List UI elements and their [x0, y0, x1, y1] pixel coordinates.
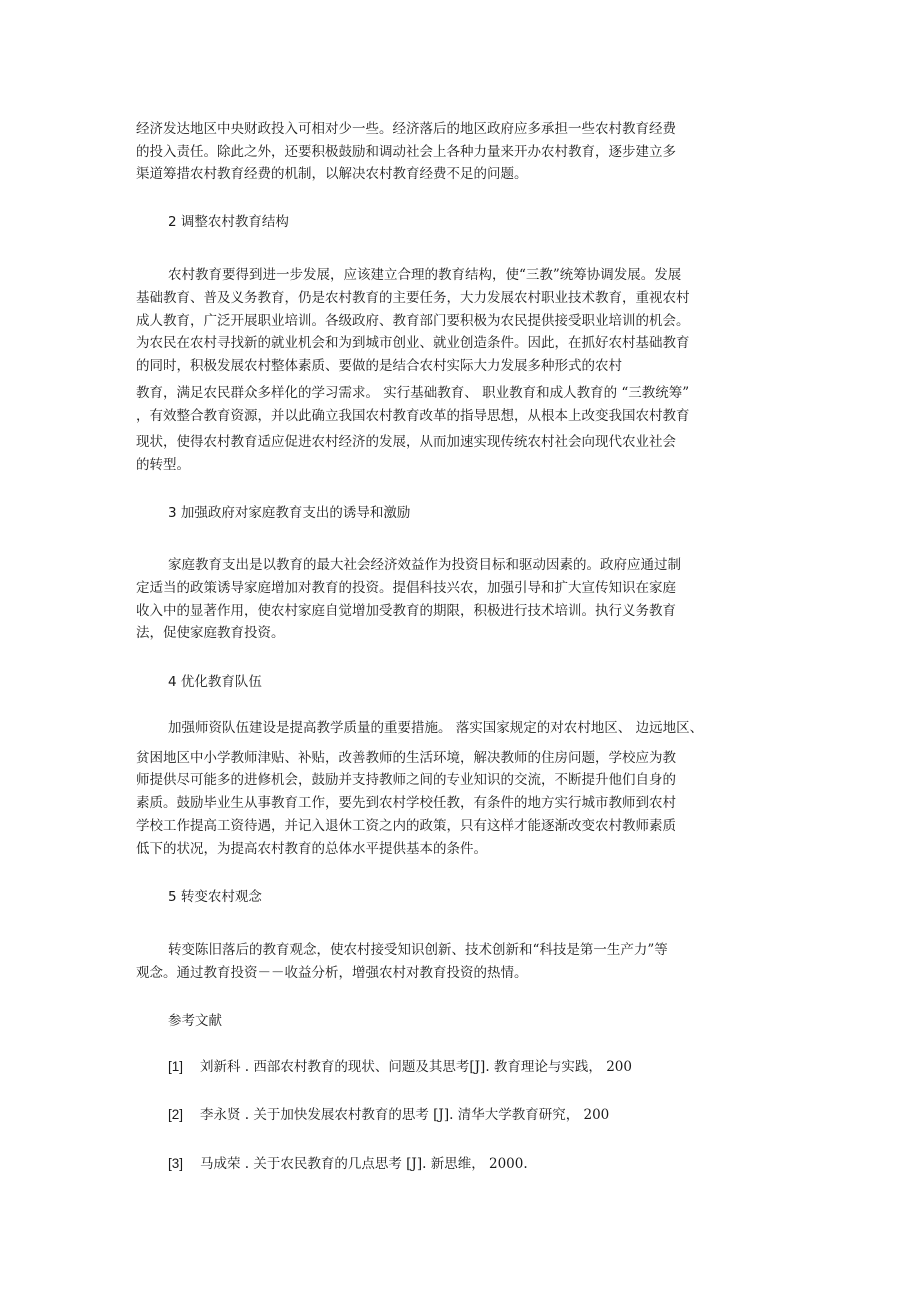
paragraph-line: 加强师资队伍建设是提高教学质量的重要措施。 落实国家规定的对农村地区、 边远地区、 — [168, 720, 704, 736]
paragraph-line: 经济发达地区中央财政投入可相对少一些。经济落后的地区政府应多承担一些农村教育经费 — [136, 121, 676, 137]
paragraph-line: 定适当的政策诱导家庭增加对教育的投资。提倡科技兴农，加强引导和扩大宣传知识在家庭 — [136, 580, 676, 596]
paragraph-line: 教育，满足农民群众多样化的学习需求。 实行基础教育、 职业教育和成人教育的 “三教统筹” — [136, 385, 690, 401]
reference-text: 李永贤 . 关于加快发展农村教育的思考 [J]. 清华大学教育研究， 200 — [200, 1107, 610, 1123]
reference-number: [3] — [168, 1156, 184, 1171]
reference-number: [2] — [168, 1107, 184, 1122]
paragraph-line: 素质。鼓励毕业生从事教育工作，要先到农村学校任教，有条件的地方实行城市教师到农村 — [136, 795, 676, 811]
paragraph-line: 低下的状况，为提高农村教育的总体水平提供基本的条件。 — [136, 841, 487, 857]
reference-text: 马成荣 . 关于农民教育的几点思考 [J]. 新思维， 2000. — [200, 1156, 528, 1172]
paragraph-line: 渠道筹措农村教育经费的机制，以解决农村教育经费不足的问题。 — [136, 166, 528, 182]
reference-item — [168, 1154, 528, 1174]
paragraph-line: 家庭教育支出是以教育的最大社会经济效益作为投资目标和驱动因素的。政府应通过制 — [168, 557, 681, 573]
reference-item — [168, 1105, 609, 1125]
reference-number: [1] — [168, 1059, 184, 1074]
paragraph-line: 基础教育、普及义务教育，仍是农村教育的主要任务，大力发展农村职业技术教育，重视农村 — [136, 290, 690, 306]
paragraph-line: 成人教育，广泛开展职业培训。各级政府、教育部门要积极为农民提供接受职业培训的机会。 — [136, 313, 690, 329]
paragraph-line: ，有效整合教育资源，并以此确立我国农村教育改革的指导思想，从根本上改变我国农村教育 — [136, 408, 690, 424]
paragraph-line: 学校工作提高工资待遇，并记入退休工资之内的政策，只有这样才能逐渐改变农村教师素质 — [136, 818, 676, 834]
paragraph-line: 转变陈旧落后的教育观念，使农村接受知识创新、技术创新和“科技是第一生产力”等 — [168, 942, 668, 958]
references-heading: 参考文献 — [168, 1013, 222, 1029]
paragraph-line: 观念。通过教育投资－－收益分析，增强农村对教育投资的热情。 — [136, 965, 528, 981]
paragraph-line: 收入中的显著作用，使农村家庭自觉增加受教育的期限，积极进行技术培训。执行义务教育 — [136, 603, 676, 619]
paragraph-line: 贫困地区中小学教师津贴、补贴，改善教师的生活环境，解决教师的住房问题，学校应为教 — [136, 750, 676, 766]
paragraph-line: 的投入责任。除此之外，还要积极鼓励和调动社会上各种力量来开办农村教育，逐步建立多 — [136, 144, 676, 160]
paragraph-line: 法，促使家庭教育投资。 — [136, 625, 285, 641]
section-heading: 3 加强政府对家庭教育支出的诱导和激励 — [168, 505, 411, 521]
section-heading: 2 调整农村教育结构 — [168, 214, 289, 230]
section-heading: 5 转变农村观念 — [168, 889, 262, 905]
paragraph-line: 农村教育要得到进一步发展，应该建立合理的教育结构，使“三教”统筹协调发展。发展 — [168, 267, 682, 283]
paragraph-line: 师提供尽可能多的进修机会，鼓励并支持教师之间的专业知识的交流，不断提升他们自身的 — [136, 772, 676, 788]
paragraph-line: 为农民在农村寻找新的就业机会和为到城市创业、就业创造条件。因此，在抓好农村基础教育 — [136, 335, 690, 351]
paragraph-line: 的同时，积极发展农村整体素质、要做的是结合农村实际大力发展多种形式的农村 — [136, 358, 622, 374]
reference-item — [168, 1057, 632, 1077]
paragraph-line: 的转型。 — [136, 457, 190, 473]
paragraph-line: 现状，使得农村教育适应促进农村经济的发展，从而加速实现传统农村社会向现代农业社会 — [136, 434, 676, 450]
section-heading: 4 优化教育队伍 — [168, 674, 262, 690]
reference-text: 刘新科 . 西部农村教育的现状、问题及其思考[J]. 教育理论与实践， 200 — [200, 1059, 632, 1075]
